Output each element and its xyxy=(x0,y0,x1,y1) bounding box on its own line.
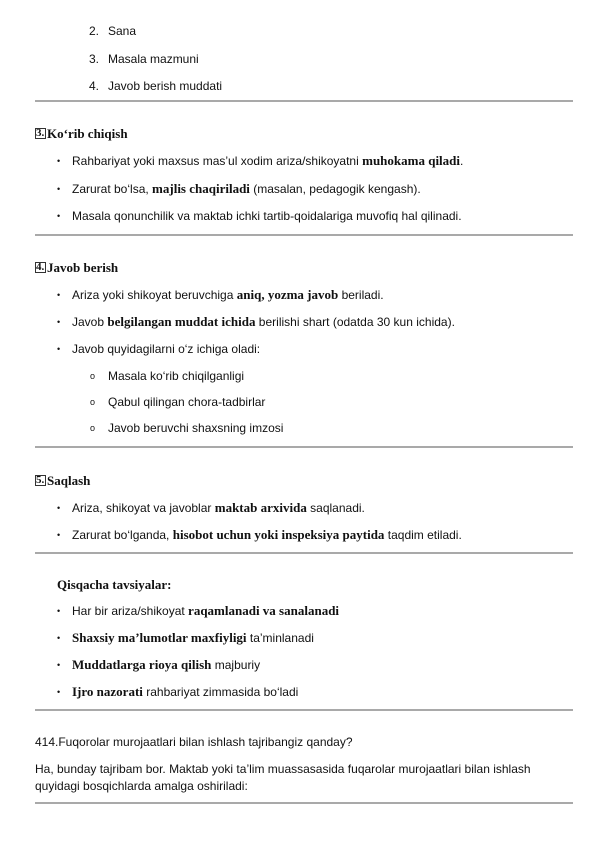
summary-title: Qisqacha tavsiyalar: xyxy=(57,577,172,592)
divider xyxy=(35,100,573,102)
keycap-number-icon: 5. xyxy=(36,474,45,486)
divider xyxy=(35,802,573,804)
divider xyxy=(35,446,573,448)
section-heading: 4. Javob berish xyxy=(36,260,119,275)
keycap-number-icon: 3. xyxy=(36,127,45,139)
divider xyxy=(35,552,573,554)
answer-text-line: Ha, bunday tajribam bor. Maktab yoki ta’lim muassasasida fuqarolar murojaatlari bilan ishlash xyxy=(35,762,531,776)
answer-text-line: quyidagi bosqichlarda amalga oshiriladi: xyxy=(35,779,248,793)
question-text: 414.Fuqorolar murojaatlari bilan ishlash tajribangiz qanday? xyxy=(35,735,353,749)
divider xyxy=(35,234,573,236)
keycap-number-icon: 4. xyxy=(36,261,45,273)
section-heading: 3. Ko‘rib chiqish xyxy=(36,126,128,141)
divider xyxy=(35,709,573,711)
section-heading: 5. Saqlash xyxy=(36,473,91,488)
document-page: 2. Sana 3. Masala mazmuni 4. Javob berish muddati 3. Ko‘rib chiqish • Rahbariyat yoki maxsus mas’ul xodim ariza/shikoyatni muhokama qiladi. • Zarurat bo‘lsa, majlis chaqiriladi (masalan, pedagogik kengash). • Masala qonunchilik va maktab ichki tartib-qoidalariga muvofiq hal qilinadi. 4. Javob berish • Ariza yoki shikoyat beruvchiga aniq, yozma javob beriladi. • Javob belgilangan muddat ichida berilishi shart (odatda 30 kun ichida). • Javob quyidagilarni o‘z ichiga oladi: o Masala ko‘rib chiqilganligi o Qabul qilingan chora-tadbirlar o Javob beruvchi shaxsning imzosi 5. Saqlash • Ariza, shikoyat va javoblar maktab arxivida saqlanadi. • Zarurat bo‘lganda, hisobot uchun yoki inspeksiya paytida taqdim etiladi. Qisqacha tavsiyalar: • Har bir ariza/shikoyat raqamlanadi va sanalanadi • Shaxsiy ma’lumotlar maxfiyligi ta’minlanadi • Muddatlarga rioya qilish majburiy • Ijro nazorati rahbariyat zimmasida bo‘ladi 414.Fuqorolar murojaatlari bilan ishlash tajribangiz qanday? Ha, bunday tajribam bor. Maktab yoki ta’lim muassasasida fuqarolar murojaatlari bilan ishlash quyidagi bosqichlarda amalga oshiriladi: xyxy=(0,0,595,842)
